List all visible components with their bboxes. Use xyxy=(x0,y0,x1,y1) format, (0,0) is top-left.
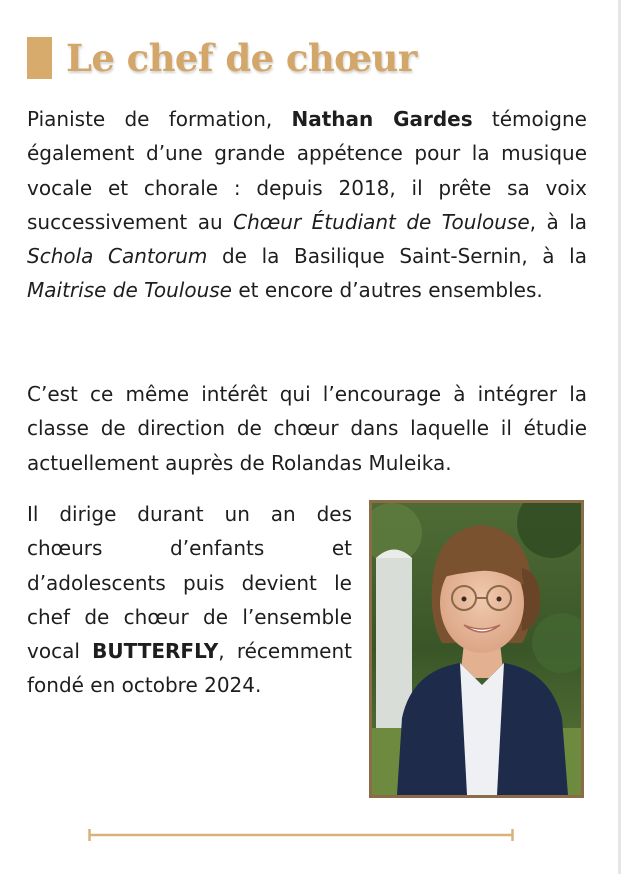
ensemble-name: BUTTERFLY xyxy=(92,639,219,664)
choir-name: Schola Cantorum xyxy=(27,244,208,269)
portrait-photo xyxy=(369,500,584,798)
text-span: Pianiste de formation, xyxy=(27,107,292,131)
conductor-name: Nathan Gardes xyxy=(291,107,473,131)
text-span: témoigne également d’une grande appétence pour la musique vocale et chorale : depuis 2018, il prête sa voix successivement au xyxy=(27,107,587,234)
page-title: Le chef de chœur xyxy=(66,36,417,80)
text-span: Il dirige durant un an des chœurs d’enfants et d’adolescents puis devient le chef de chœur de l’ensemble vocal xyxy=(27,502,352,664)
heading-row xyxy=(27,36,417,80)
choir-name: Chœur Étudiant de Toulouse xyxy=(233,209,530,234)
text-span: et encore d’autres ensembles. xyxy=(231,278,543,303)
choir-name: Maitrise de Toulouse xyxy=(27,278,232,303)
bio-paragraph-1 xyxy=(27,102,587,308)
text-span: , récemment fondé en octobre 2024. xyxy=(27,639,352,698)
text-span: , à la xyxy=(529,209,587,234)
bio-paragraph-2: C’est ce même intérêt qui l’encourage à intégrer la classe de direction de chœur dans laquelle il étudie actuellement auprès de Rolandas Muleika. xyxy=(27,382,587,475)
text-span: de la Basilique Saint-Sernin, à la xyxy=(207,244,587,269)
bottom-divider xyxy=(88,828,514,842)
portrait-illustration xyxy=(372,503,581,795)
heading-marker xyxy=(27,37,52,79)
bio-paragraph-3 xyxy=(27,497,352,703)
